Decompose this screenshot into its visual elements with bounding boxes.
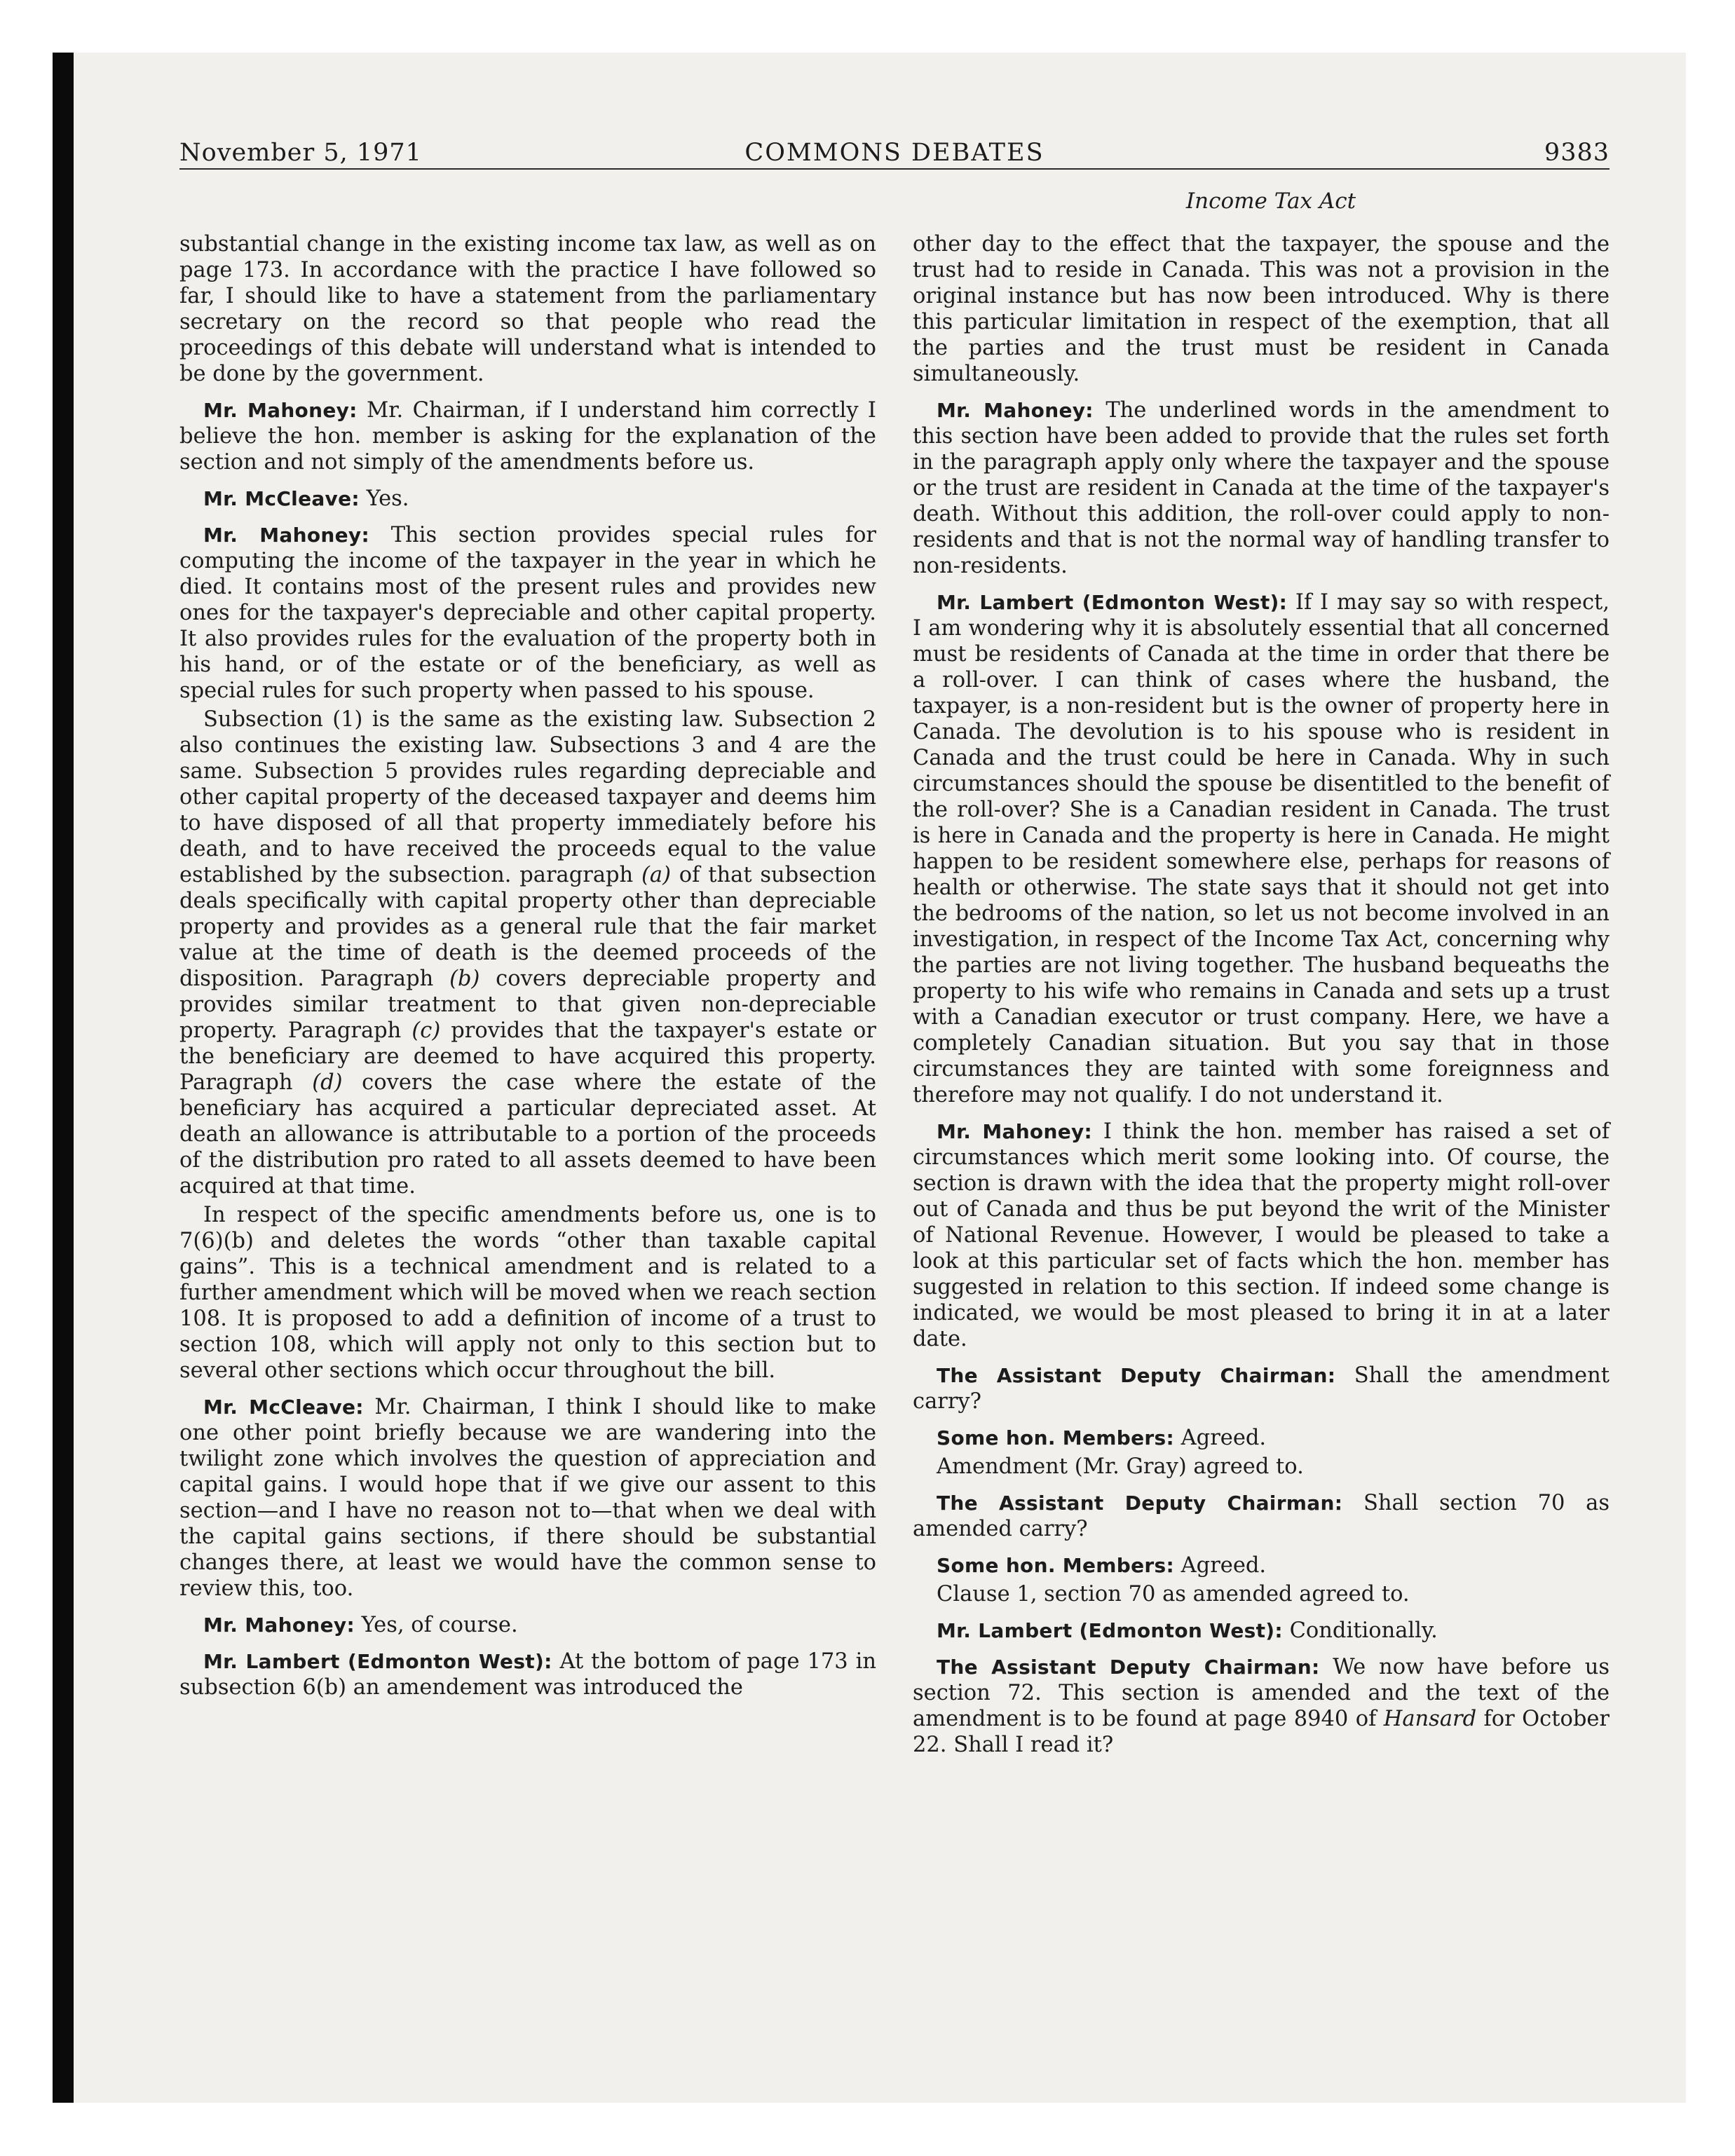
paragraph: Mr. Mahoney: The underlined words in the amendment to this section have been added to provide that the rules set forth in the paragraph apply only where the taxpayer and the spouse or the trust are resident in Canada at the time of the taxpayer's death. Without this addition, the roll-over could apply to non-residents and that is not the normal way of handling transfer to non-residents. <box>913 398 1610 578</box>
speaker-name: Mr. McCleave: <box>203 487 360 510</box>
speaker-name: Mr. Mahoney: <box>937 1120 1093 1143</box>
paragraph: Some hon. Members: Agreed. <box>937 1553 1267 1578</box>
running-header <box>179 137 1610 170</box>
speaker-name: Mr. Mahoney: <box>203 399 358 422</box>
right-column <box>913 231 1610 1768</box>
speaker-name: Mr. McCleave: <box>203 1396 364 1419</box>
speaker-name: The Assistant Deputy Chairman: <box>937 1656 1320 1679</box>
paragraph: Amendment (Mr. Gray) agreed to. <box>937 1454 1304 1479</box>
paragraph: Mr. Lambert (Edmonton West): At the bottom of page 173 in subsection 6(b) an amendement was introduced the <box>179 1649 876 1700</box>
speaker-name: Some hon. Members: <box>937 1426 1174 1449</box>
speaker-name: Mr. Lambert (Edmonton West): <box>937 591 1288 614</box>
paragraph: Clause 1, section 70 as amended agreed to. <box>937 1582 1410 1606</box>
section-title: Income Tax Act <box>1185 189 1356 214</box>
paragraph: Mr. Mahoney: Mr. Chairman, if I understand him correctly I believe the hon. member is asking for the explanation of the section and not simply of the amendments before us. <box>179 398 876 475</box>
paragraph: Mr. Lambert (Edmonton West): Conditionally. <box>937 1618 1438 1643</box>
paragraph: Mr. McCleave: Mr. Chairman, I think I should like to make one other point briefly because we are wandering into the twilight zone which involves the question of appreciation and capital gains. I would hope that if we give our assent to this section—and I have no reason not to—that when we deal with the capital gains sections, if there should be substantial changes there, at least we would have the common sense to review this, too. <box>179 1395 876 1601</box>
speaker-name: Mr. Mahoney: <box>203 1613 355 1637</box>
paragraph: Mr. Mahoney: Yes, of course. <box>203 1613 518 1637</box>
scan-edge-shadow <box>53 53 74 2103</box>
paragraph: The Assistant Deputy Chairman: Shall the amendment carry? <box>913 1363 1610 1414</box>
paragraph: Some hon. Members: Agreed. <box>937 1426 1267 1450</box>
header-date: November 5, 1971 <box>179 139 422 167</box>
speaker-name: The Assistant Deputy Chairman: <box>937 1364 1336 1387</box>
paragraph: The Assistant Deputy Chairman: We now have before us section 72. This section is amended and the text of the amendment is to be found at page 8940 of Hansard for October 22. Shall I read it? <box>913 1655 1610 1757</box>
header-publication: COMMONS DEBATES <box>744 139 1045 167</box>
speaker-name: Mr. Mahoney: <box>937 399 1094 422</box>
speaker-name: The Assistant Deputy Chairman: <box>937 1492 1343 1515</box>
paragraph: substantial change in the existing income tax law, as well as on page 173. In accordance with the practice I have followed so far, I should like to have a statement from the parliamentary secretary on the record so that people who read the proceedings of this debate will understand what is intended to be done by the government. <box>179 232 876 386</box>
speaker-name: Mr. Lambert (Edmonton West): <box>203 1650 552 1673</box>
header-page-number: 9383 <box>1544 139 1610 167</box>
paragraph: other day to the effect that the taxpayer, the spouse and the trust had to reside in Canada. This was not a provision in the original instance but has now been introduced. Why is there this particular limitation in respect of the exemption, that all the parties and the trust must be resident in Canada simultaneously. <box>913 232 1610 386</box>
paragraph: Mr. McCleave: Yes. <box>203 486 409 511</box>
paragraph: Mr. Mahoney: This section provides special rules for computing the income of the taxpayer in the year in which he died. It contains most of the present rules and provides new ones for the taxpayer's depreciable and other capital property. It also provides rules for the evaluation of the property both in his hand, or of the estate or of the beneficiary, as well as special rules for such property when passed to his spouse. <box>179 523 877 703</box>
paragraph: Mr. Lambert (Edmonton West): If I may say so with respect, I am wondering why it is absolutely essential that all concerned must be residents of Canada at the time in order that there be a roll-over. I can think of cases where the husband, the taxpayer, is a non-resident but is the owner of property here in Canada. The devolution is to his spouse who is resident in Canada and the trust could be here in Canada. Why in such circumstances should the spouse be disentitled to the benefit of the roll-over? She is a Canadian resident in Canada. The trust is here in Canada and the property is here in Canada. He might happen to be resident somewhere else, perhaps for reasons of health or otherwise. The state says that it should not get into the bedrooms of the nation, so let us not become involved in an investigation, in respect of the Income Tax Act, concerning why the parties are not living together. The husband bequeaths the property to his wife who remains in Canada and sets up a trust with a Canadian executor or trust company. Here, we have a completely Canadian situation. But you say that in those circumstances they are tainted with some foreignness and therefore may not qualify. I do not understand it. <box>913 590 1610 1107</box>
left-column <box>179 231 876 1711</box>
paragraph: Subsection (1) is the same as the existing law. Subsection 2 also continues the existing law. Subsections 3 and 4 are the same. Subsection 5 provides rules regarding depreciable and other capital property of the deceased taxpayer and deems him to have disposed of all that property immediately before his death, and to have received the proceeds equal to the value established by the subsection. paragraph (a) of that subsection deals specifically with capital property other than depreciable property and provides as a general rule that the fair market value at the time of death is the deemed proceeds of the disposition. Paragraph (b) covers depreciable property and provides similar treatment to that given non-depreciable property. Paragraph (c) provides that the taxpayer's estate or the beneficiary are deemed to have acquired this property. Paragraph (d) covers the case where the estate of the beneficiary has acquired a particular depreciated asset. At death an allowance is attributable to a portion of the proceeds of the distribution pro rated to all assets deemed to have been acquired at that time. <box>179 707 876 1199</box>
paragraph: The Assistant Deputy Chairman: Shall section 70 as amended carry? <box>913 1491 1610 1541</box>
speaker-name: Mr. Lambert (Edmonton West): <box>937 1619 1283 1642</box>
speaker-name: Some hon. Members: <box>937 1554 1174 1577</box>
paragraph: In respect of the specific amendments before us, one is to 7(6)(b) and deletes the words “other than taxable capital gains”. This is a technical amendment and is related to a further amendment which will be moved when we reach section 108. It is proposed to add a definition of income of a trust to section 108, which will apply not only to this section but to several other sections which occur throughout the bill. <box>179 1203 876 1383</box>
speaker-name: Mr. Mahoney: <box>203 524 369 547</box>
paragraph: Mr. Mahoney: I think the hon. member has raised a set of circumstances which merit some looking into. Of course, the section is drawn with the idea that the property might roll-over out of Canada and thus be put beyond the writ of the Minister of National Revenue. However, I would be pleased to take a look at this particular set of facts which the hon. member has suggested in relation to this section. If indeed some change is indicated, we would be most pleased to bring it in at a later date. <box>913 1119 1610 1351</box>
